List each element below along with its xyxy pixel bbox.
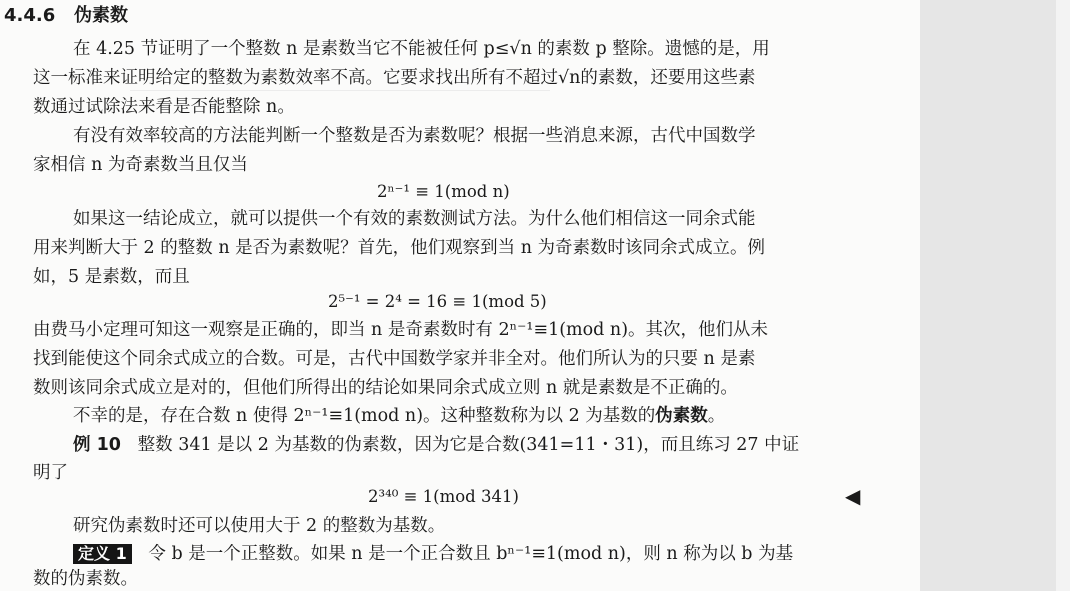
section-title: 伪素数 — [74, 5, 129, 26]
example-text: 整数 341 是以 2 为基数的伪素数，因为它是合数(341=11・31)，而且练习 27 中证 — [137, 435, 800, 455]
term-pseudoprime: 伪素数 — [655, 406, 708, 426]
paragraph-line: 由费马小定理可知这一观察是正确的，即当 n 是奇素数时有 2ⁿ⁻¹≡1(mod n)。其次，他们从未 — [33, 320, 769, 340]
definition-label: 定义 1 — [73, 544, 132, 564]
paragraph-line: 研究伪素数时还可以使用大于 2 的整数为基数。 — [73, 516, 446, 536]
definition-line: 数的伪素数。 — [33, 569, 138, 589]
viewer-side-panel — [920, 0, 1070, 591]
section-number: 4.4.6 — [4, 5, 56, 26]
paragraph-line: 家相信 n 为奇素数当且仅当 — [33, 155, 248, 175]
viewer-scroll-strip[interactable] — [1056, 0, 1070, 591]
example-line — [73, 433, 799, 457]
paragraph-line: 在 4.25 节证明了一个整数 n 是素数当它不能被任何 p≤√n 的素数 p 整除。遗憾的是，用 — [73, 39, 770, 59]
example-label: 例 10 — [73, 435, 121, 455]
equation-1: 2ⁿ⁻¹ ≡ 1(mod n) — [377, 182, 510, 201]
paragraph-line — [73, 404, 725, 428]
section-heading — [4, 4, 128, 28]
paragraph-line: 这一标准来证明给定的整数为素数效率不高。它要求找出所有不超过√n的素数，还要用这些素 — [33, 68, 756, 88]
paragraph-line: 找到能使这个同余式成立的合数。可是，古代中国数学家并非全对。他们所认为的只要 n 是素 — [33, 349, 756, 369]
definition-text: 令 b 是一个正整数。如果 n 是一个正合数且 bⁿ⁻¹≡1(mod n)，则 n 称为以 b 为基 — [148, 544, 794, 564]
paragraph-text: 不幸的是，存在合数 n 使得 2ⁿ⁻¹≡1(mod n)。这种整数称为以 2 为基数的 — [73, 406, 656, 426]
equation-3: 2³⁴⁰ ≡ 1(mod 341) — [368, 487, 519, 506]
paragraph-line: 如，5 是素数，而且 — [33, 267, 190, 287]
paragraph-line: 用来判断大于 2 的整数 n 是否为素数呢？首先，他们观察到当 n 为奇素数时该同余式成立。例 — [33, 238, 766, 258]
paragraph-text: 。 — [707, 406, 726, 426]
paragraph-line: 有没有效率较高的方法能判断一个整数是否为素数呢？根据一些消息来源，古代中国数学 — [73, 126, 756, 146]
paragraph-line: 数则该同余式成立是对的，但他们所得出的结论如果同余式成立则 n 就是素数是不正确的。 — [33, 378, 738, 398]
end-of-example-marker: ◀ — [845, 484, 861, 508]
paragraph-line: 数通过试除法来看是否能整除 n。 — [33, 97, 295, 117]
definition-line — [73, 542, 793, 566]
paragraph-line: 明了 — [33, 463, 68, 483]
equation-2: 2⁵⁻¹ = 2⁴ = 16 ≡ 1(mod 5) — [328, 292, 547, 311]
paragraph-line: 如果这一结论成立，就可以提供一个有效的素数测试方法。为什么他们相信这一同余式能 — [73, 209, 756, 229]
